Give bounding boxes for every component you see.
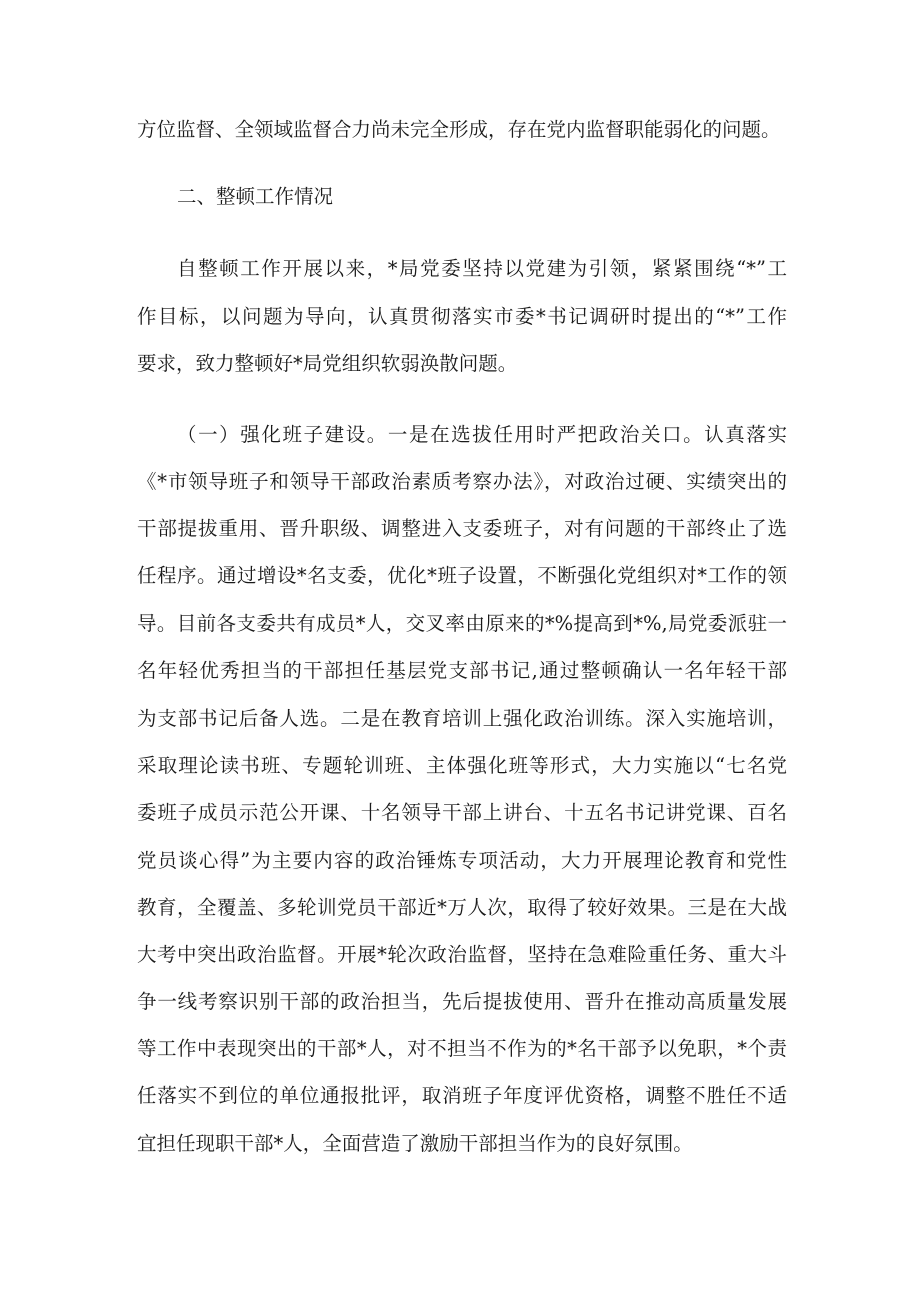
subsection-paragraph-line: 等工作中表现突出的干部*人，对不担当不作为的*名干部予以免职，*个责 [137,1037,787,1060]
subsection-paragraph-line: 争一线考察识别干部的政治担当，先后提拔使用、晋升在推动高质量发展 [137,990,787,1013]
subsection-paragraph-line: 任程序。通过增设*名支委，优化*班子设置，不断强化党组织对*工作的领 [137,564,787,587]
section-heading: 二、整顿工作情况 [177,185,334,208]
subsection-paragraph-line: 大考中突出政治监督。开展*轮次政治监督，坚持在急难险重任务、重大斗 [137,943,787,966]
intro-paragraph-line: 自整顿工作开展以来，*局党委坚持以党建为引领，紧紧围绕“*”工 [177,257,787,280]
subsection-paragraph-line: 为支部书记后备人选。二是在教育培训上强化政治训练。深入实施培训， [137,707,787,730]
subsection-paragraph-line: 党员谈心得”为主要内容的政治锤炼专项活动，大力开展理论教育和党性 [137,849,787,872]
subsection-paragraph-line: 导。目前各支委共有成员*人，交叉率由原来的*%提高到*%,局党委派驻一 [137,612,787,635]
subsection-paragraph-line: 干部提拔重用、晋升职级、调整进入支委班子，对有问题的干部终止了选 [137,517,787,540]
subsection-paragraph-line: 名年轻优秀担当的干部担任基层党支部书记,通过整顿确认一名年轻干部 [137,659,787,682]
subsection-paragraph-line: 任落实不到位的单位通报批评，取消班子年度评优资格，调整不胜任不适 [137,1084,787,1107]
intro-paragraph-line: 作目标，以问题为导向，认真贯彻落实市委*书记调研时提出的“*”工作 [137,305,787,328]
continuation-line: 方位监督、全领域监督合力尚未完全形成，存在党内监督职能弱化的问题。 [137,118,781,141]
subsection-paragraph-line: 采取理论读书班、专题轮训班、主体强化班等形式，大力实施以“七名党 [137,754,787,777]
subsection-paragraph-line: 教育，全覆盖、多轮训党员干部近*万人次，取得了较好效果。三是在大战 [137,896,787,919]
subsection-paragraph-line: 宜担任现职干部*人，全面营造了激励干部担当作为的良好氛围。 [137,1132,693,1155]
intro-paragraph-line: 要求，致力整顿好*局党组织软弱涣散问题。 [137,352,518,375]
subsection-paragraph-line: 《*市领导班子和领导干部政治素质考察办法》，对政治过硬、实绩突出的 [137,470,787,493]
subsection-paragraph-line: （一）强化班子建设。一是在选拔任用时严把政治关口。认真落实 [177,423,787,446]
subsection-paragraph-line: 委班子成员示范公开课、十名领导干部上讲台、十五名书记讲党课、百名 [137,801,787,824]
